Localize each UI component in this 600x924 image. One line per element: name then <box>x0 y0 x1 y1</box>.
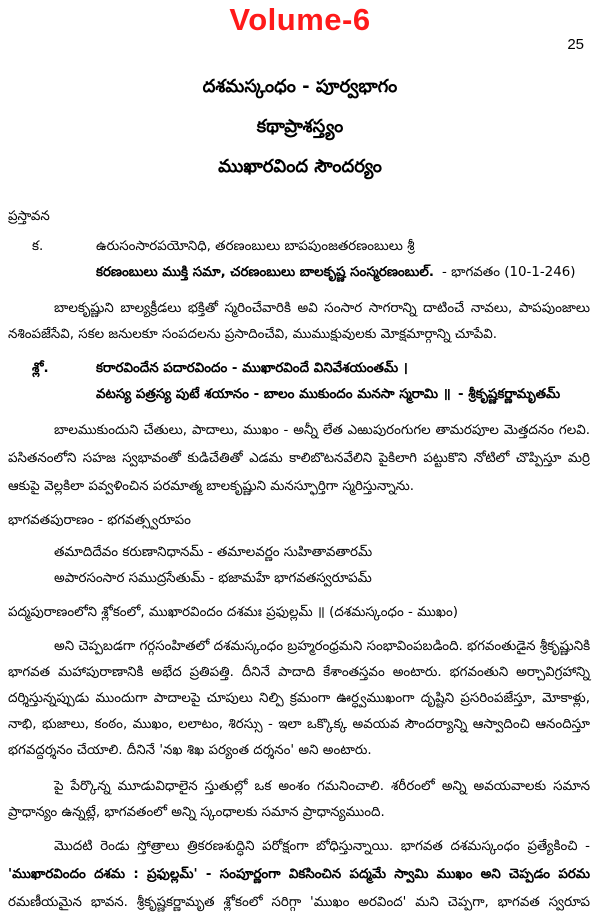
verse-line: కరణంబులు ముక్తి సమా, చరణంబులు బాలకృష్ణ సంస్మరణంబుల్. <box>96 265 434 280</box>
verse-line: అపారసంసార సముద్రసేతుమ్ - భజామహే భాగవతస్వరూపమ్ <box>54 571 372 586</box>
verse-line: కరారవిందేన పదారవిందం - ముఖారవిందే వినివేశయంతమ్ । <box>96 361 408 376</box>
section-heading: భాగవతపురాణం - భగవత్స్వరూపం <box>8 513 191 528</box>
paragraph-line: అని చెప్పబడగా గర్గసంహితలో దశమస్కంధం బ్రహ్మరంధ్రమని సంభావింపబడింది. భగవంతుడైన శ్రీకృష్ణునికి <box>54 639 591 654</box>
paragraph-line: రమణీయమైన భావన. శ్రీకృష్ణకర్ణామృత శ్లోకంలో సరిగ్గా 'ముఖం అరవింద' మని చెప్పగా, భాగవత స్వరూప <box>8 895 590 910</box>
paragraph-line: భాగవత మహాపురాణానికి అభేద ప్రతిపత్తి. దీనినే పాదాది కేశాంతస్తవం అంటారు. భగవంతుని అర్చావిగ్రహాన్ని <box>8 665 590 680</box>
verse-source: - భాగవతం (10-1-246) <box>442 265 576 280</box>
paragraph-line: భగవద్దర్శనం చేయాలి. దీనినే 'నఖ శిఖ పర్యంత దర్శనం' అని అంటారు. <box>8 743 372 758</box>
verse-line: తమాదిదేవం కరుణానిధానమ్ - తమాలవర్ణం సుహితావతారమ్ <box>54 545 373 560</box>
verse-line: వటస్య పత్రస్య పుటే శయానం - బాలం ముకుందం మనసా స్మరామి ॥ <box>96 387 451 402</box>
verse-line: ఉరుసంసారపయోనిధి, తరణంబులు బాపపుంజతరణంబులు శ్రీ <box>96 239 415 254</box>
paragraph-line: పసితనంలోని సహజ స్వభావంతో కుడిచేతితో ఎడమ కాలిబొటనవేలిని పైకిలాగి పట్టుకొని నోటిలో చొప్పిస్తూ మర్రి <box>8 451 590 466</box>
volume-title: Volume-6 <box>229 2 371 37</box>
chapter-title: దశమస్కంధం - పూర్వభాగం <box>202 76 398 97</box>
paragraph-line: మొదటి రెండు స్తోత్రాలు త్రికరణశుద్ధిని పరోక్షంగా బోధిస్తున్నాయి. భాగవత దశమస్కంధం ప్రత్యేకించి - <box>54 839 590 854</box>
verse-marker: శ్లో. <box>32 361 49 376</box>
paragraph-line: బాలముకుందుని చేతులు, పాదాలు, ముఖం - అన్నీ లేత ఎఱుపురంగుగల తామరపూల మెత్తదనం గలవి. <box>54 423 590 438</box>
padma-purana-line: పద్మపురాణంలోని శ్లోకంలో, ముఖారవిందం దశమః ప్రఫుల్లమ్ ॥ (దశమస్కంధం - ముఖం) <box>8 605 459 620</box>
paragraph-line: పై పేర్కొన్న మూడువిధాలైన స్తుతుల్లో ఒక అంశం గమనించాలి. శరీరంలో అన్ని అవయవాలకు సమాన <box>54 779 590 794</box>
paragraph-line: నశింపజేసేవి, సకల జనులకూ సంపదలను ప్రసాదించేవి, ముముక్షువులకు మోక్షమార్గాన్ని చూపేవి. <box>8 327 498 342</box>
verse-marker: క. <box>32 239 44 254</box>
paragraph-line: నాభి, భుజాలు, కంఠం, ముఖం, లలాటం, శిరస్సు - ఇలా ఒక్కొక్క అవయవ సౌందర్యాన్ని ఆస్వాదించి ఆనందిస్తూ <box>8 717 590 732</box>
paragraph-line: ప్రాధాన్యం ఉన్నట్లే, భాగవతంలో అన్ని స్కంధాలకు సమాన ప్రాధాన్యముంది. <box>8 805 385 820</box>
verse-source: - శ్రీకృష్ణకర్ణామృతమ్ <box>458 387 561 402</box>
page-number: 25 <box>567 36 584 53</box>
paragraph-line: దర్శిస్తున్నప్పుడు ముందుగా పాదాలపై చూపులు నిల్పి క్రమంగా ఊర్ధ్వముఖంగా దృష్టిని ప్రసరింపజేస్తూ, మోకాళ్లు, <box>8 691 590 706</box>
paragraph-line: 'ముఖారవిందం దశమ : ప్రఫుల్లమ్' - సంపూర్ణంగా వికసించిన పద్మమే స్వామి ముఖం అని చెప్పడం పరమ <box>8 867 590 882</box>
paragraph-line: బాలకృష్ణుని బాల్యక్రీడలు భక్తితో స్మరించేవారికి అవి సంసార సాగరాన్ని దాటించే నావలు, పాపపుంజాలు <box>54 301 590 316</box>
subsection-title: ముఖారవింద సౌందర్యం <box>218 156 382 177</box>
section-title: కథాప్రాశస్త్యం <box>256 116 344 137</box>
paragraph-line: ఆకుపై వెల్లకిలా పవ్వళించిన పరమాత్మ బాలకృష్ణుని మనస్ఫూర్తిగా స్మరిస్తున్నాను. <box>8 479 415 494</box>
intro-heading: ప్రస్తావన <box>8 209 50 224</box>
